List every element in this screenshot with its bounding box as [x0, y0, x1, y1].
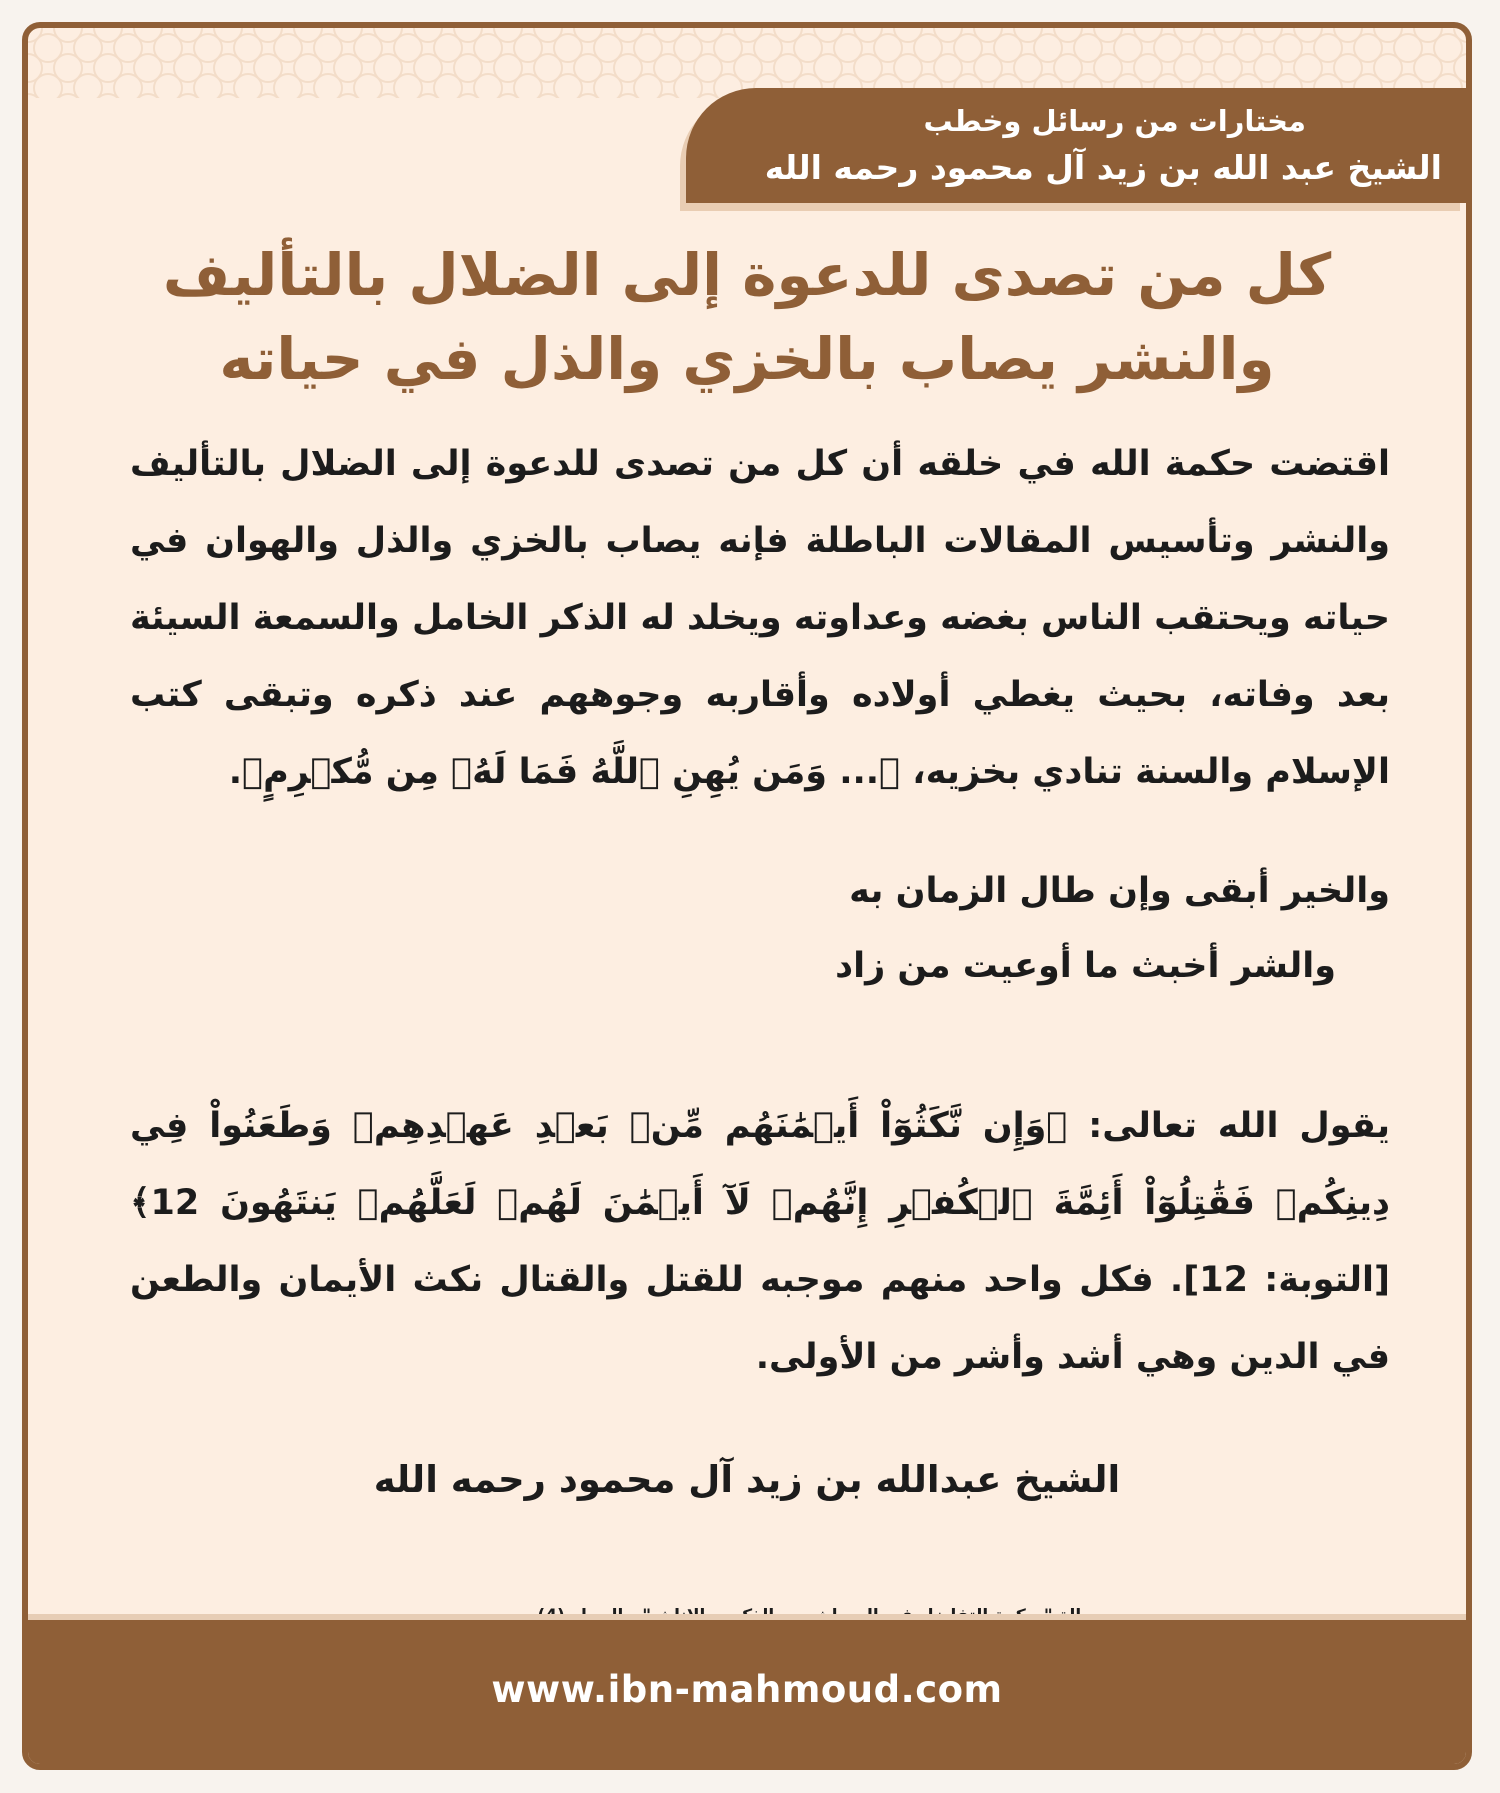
page-title-line-2: والنشر يصاب بالخزي والذل في حياته: [219, 325, 1275, 393]
website-url[interactable]: www.ibn-mahmoud.com: [491, 1668, 1003, 1711]
header-author-name: الشيخ عبد الله بن زيد آل محمود رحمه الله: [764, 148, 1442, 187]
body-paragraph-1: اقتضت حكمة الله في خلقه أن كل من تصدى للدعوة إلى الضلال بالتأليف والنشر وتأسيس المقالات الباطلة فإنه يصاب بالخزي والذل والهوان في حياته ويحتقب الناس بغضه وعداوته ويخلد له الذكر الخامل والسمعة السيئة بعد وفاته، بحيث يغطي أولاده وأقاربه وجوههم عند ذكره وتبقى كتب الإسلام والسنة تنادي بخزيه، ﴿... وَمَن يُهِنِ ٱللَّهُ فَمَا لَهُۥ مِن مُّكۡرِمٍ﴾.: [130, 444, 1390, 792]
header-series-title: مختارات من رسائل وخطب: [923, 104, 1306, 138]
author-signature: الشيخ عبدالله بن زيد آل محمود رحمه الله: [373, 1458, 1121, 1501]
page-title-line-1: كل من تصدى للدعوة إلى الضلال بالتأليف: [162, 241, 1332, 309]
poetry-verse-line-1: والخير أبقى وإن طال الزمان به: [849, 871, 1390, 911]
poetry-verse-line-2: والشر أخبث ما أوعيت من زاد: [835, 946, 1336, 986]
footer-bar: [28, 1614, 1466, 1764]
post-card: [22, 22, 1472, 1770]
body-paragraph-2: يقول الله تعالى: ﴿وَإِن نَّكَثُوٓاْ أَيۡمَٰنَهُم مِّنۢ بَعۡدِ عَهۡدِهِمۡ وَطَعَنُواْ فِي دِينِكُمۡ فَقَٰتِلُوٓاْ أَئِمَّةَ ٱلۡكُفۡرِ إِنَّهُمۡ لَآ أَيۡمَٰنَ لَهُمۡ لَعَلَّهُمۡ يَنتَهُونَ 12﴾ [التوبة: 12]. فكل واحد منهم موجبه للقتل والقتال نكث الأيمان والطعن في الدين وهي أشد وأشر من الأولى.: [130, 1106, 1390, 1377]
header-ribbon: [686, 88, 1466, 203]
